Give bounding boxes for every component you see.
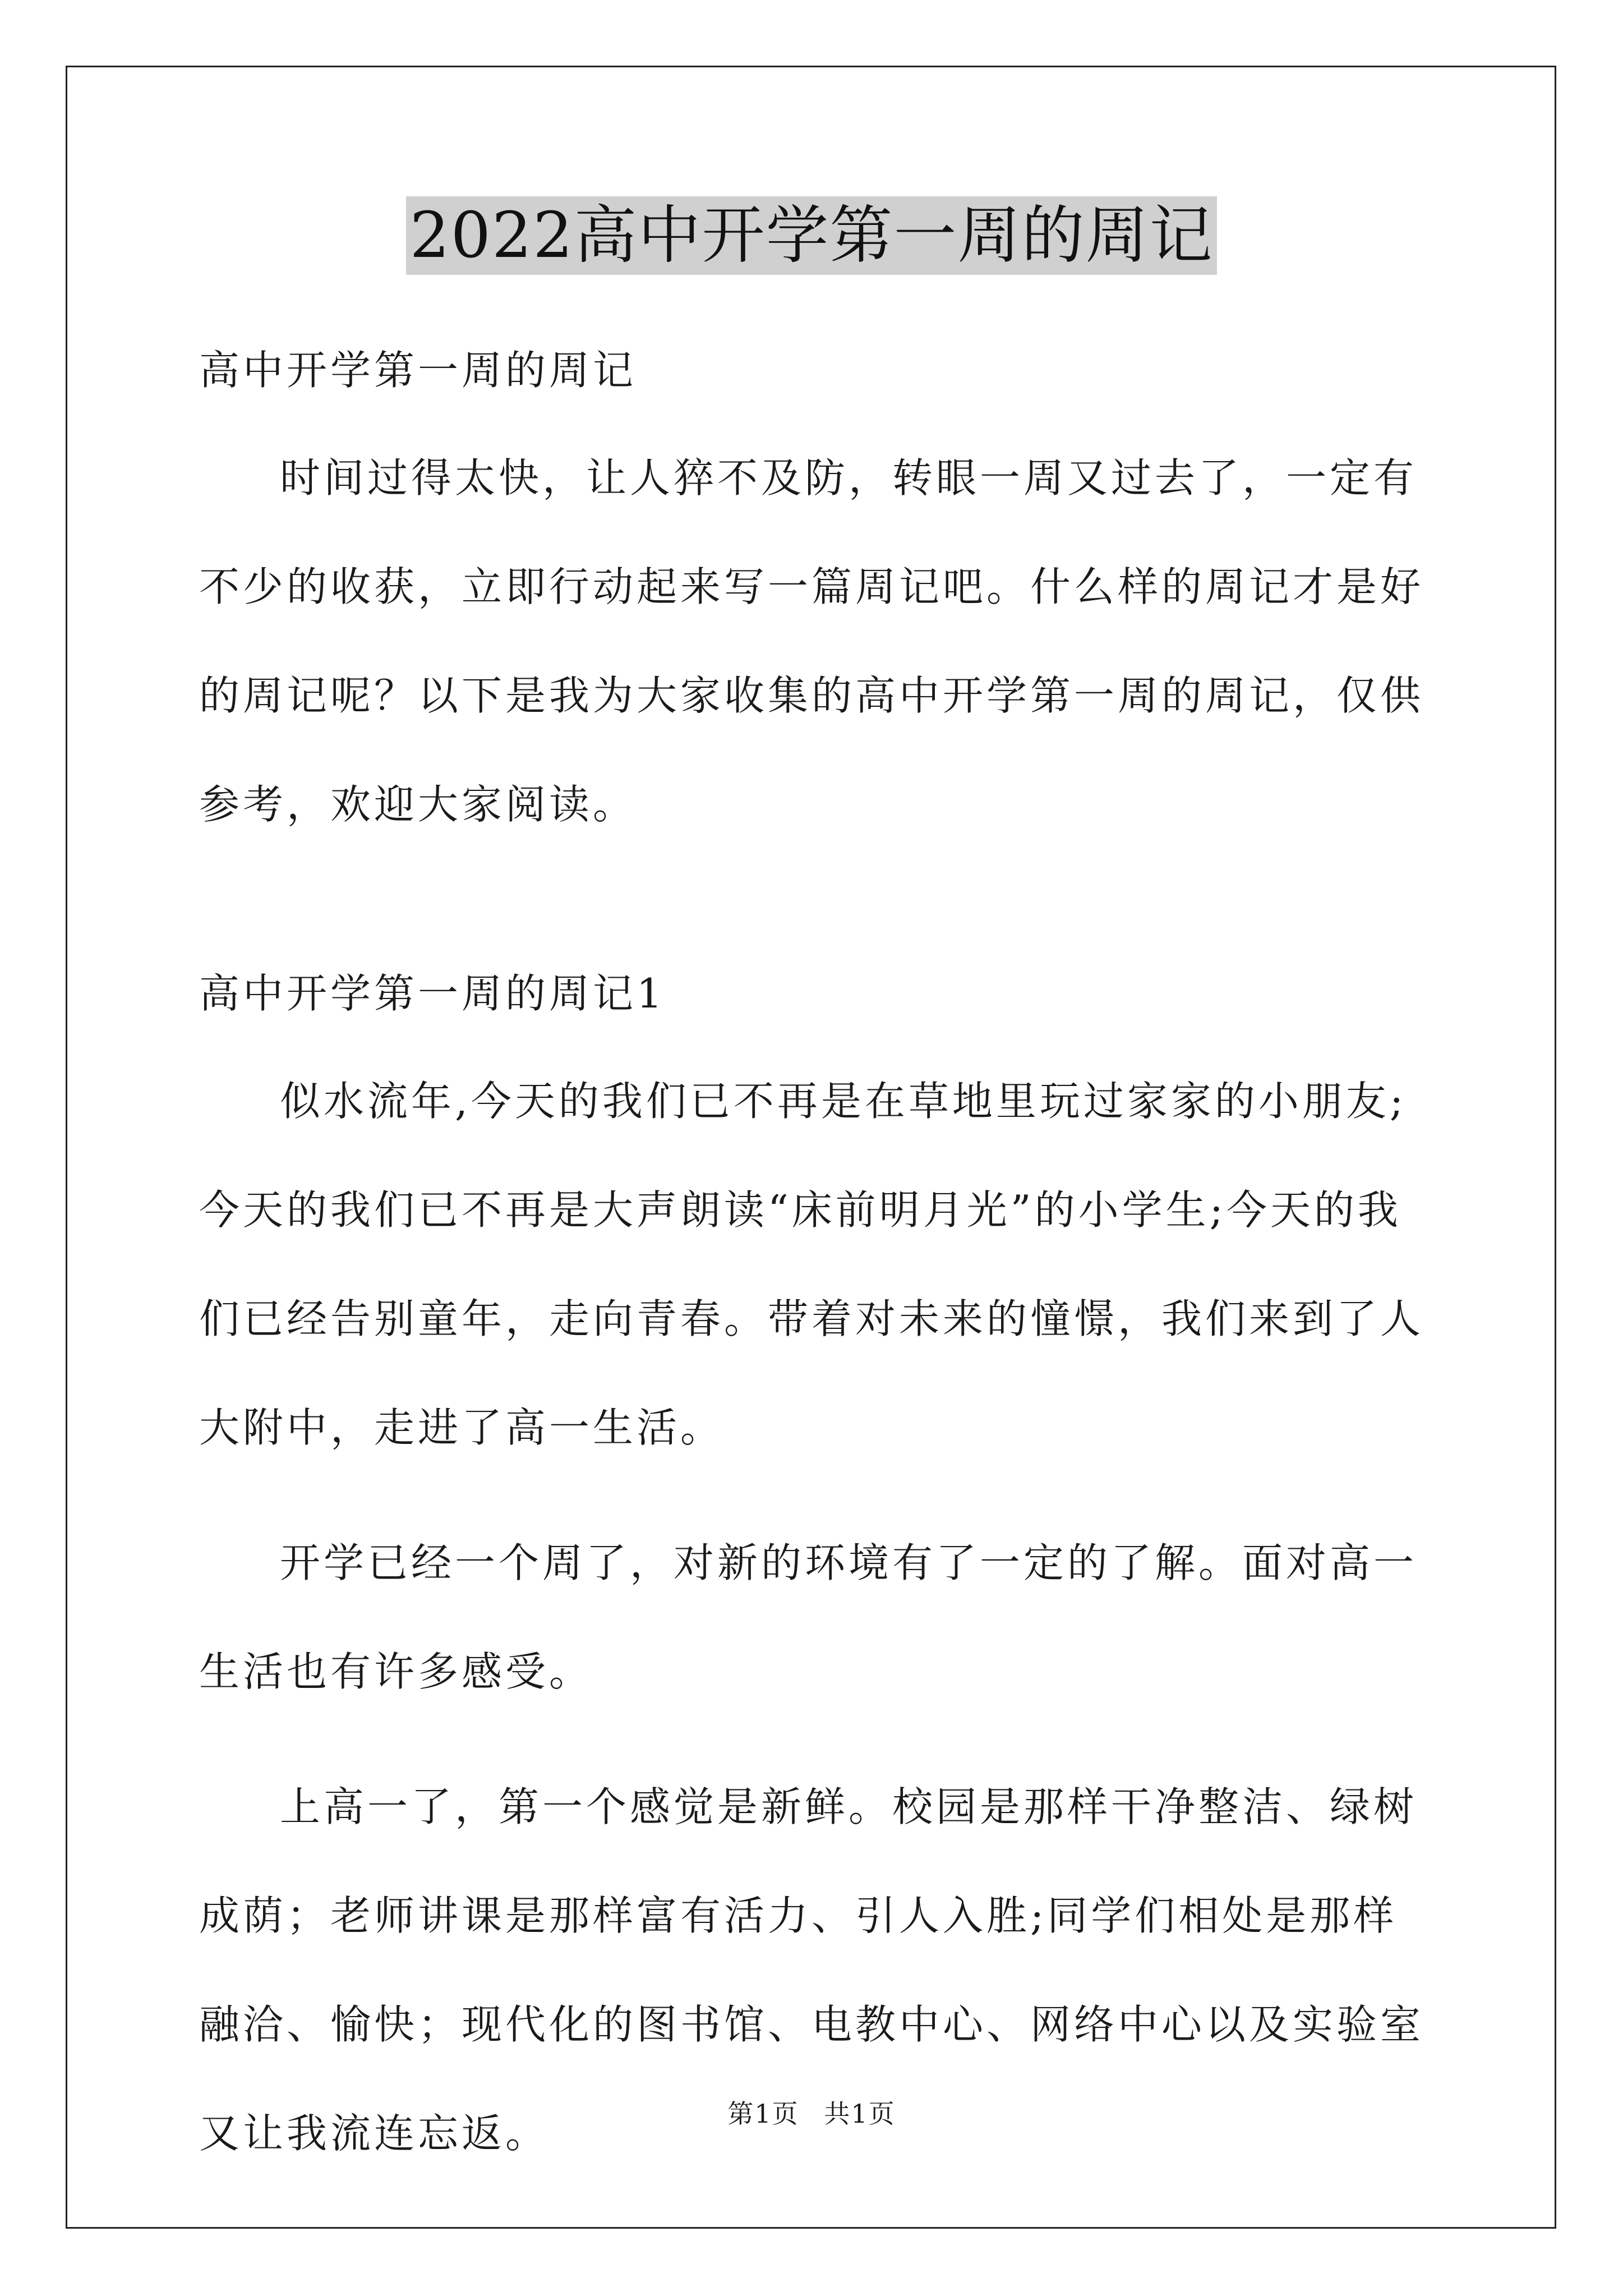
section-gap xyxy=(199,913,1438,967)
page-footer xyxy=(0,2097,1623,2131)
document-title: 2022高中开学第一周的周记 xyxy=(406,196,1216,275)
paragraph: 似水流年,今天的我们已不再是在草地里玩过家家的小朋友;今天的我们已不再是大声朗读“床前明月光”的小学生;今天的我们已经告别童年，走向青春。带着对未来的憧憬，我们来到了人大附中，走进了高一生活。 xyxy=(199,1078,1424,1451)
paragraph: 时间过得太快，让人猝不及防，转眼一周又过去了，一定有不少的收获，立即行动起来写一篇周记吧。什么样的周记才是好的周记呢？以下是我为大家收集的高中开学第一周的周记，仅供参考，欢迎大家阅读。 xyxy=(199,454,1424,828)
document-body xyxy=(199,343,1438,2242)
title-container xyxy=(0,196,1623,275)
section-heading: 高中开学第一周的周记 xyxy=(199,347,637,394)
page-number-total: 共1页 xyxy=(824,2099,896,2129)
paragraph: 上高一了，第一个感觉是新鲜。校园是那样干净整洁、绿树成荫；老师讲课是那样富有活力、引人入胜;同学们相处是那样融洽、愉快；现代化的图书馆、电教中心、网络中心以及实验室又让我流连忘返。 xyxy=(199,1783,1424,2157)
section-heading: 高中开学第一周的周记1 xyxy=(199,970,666,1017)
paragraph: 开学已经一个周了，对新的环境有了一定的了解。面对高一生活也有许多感受。 xyxy=(199,1539,1418,1695)
page-number-current: 第1页 xyxy=(727,2099,799,2129)
